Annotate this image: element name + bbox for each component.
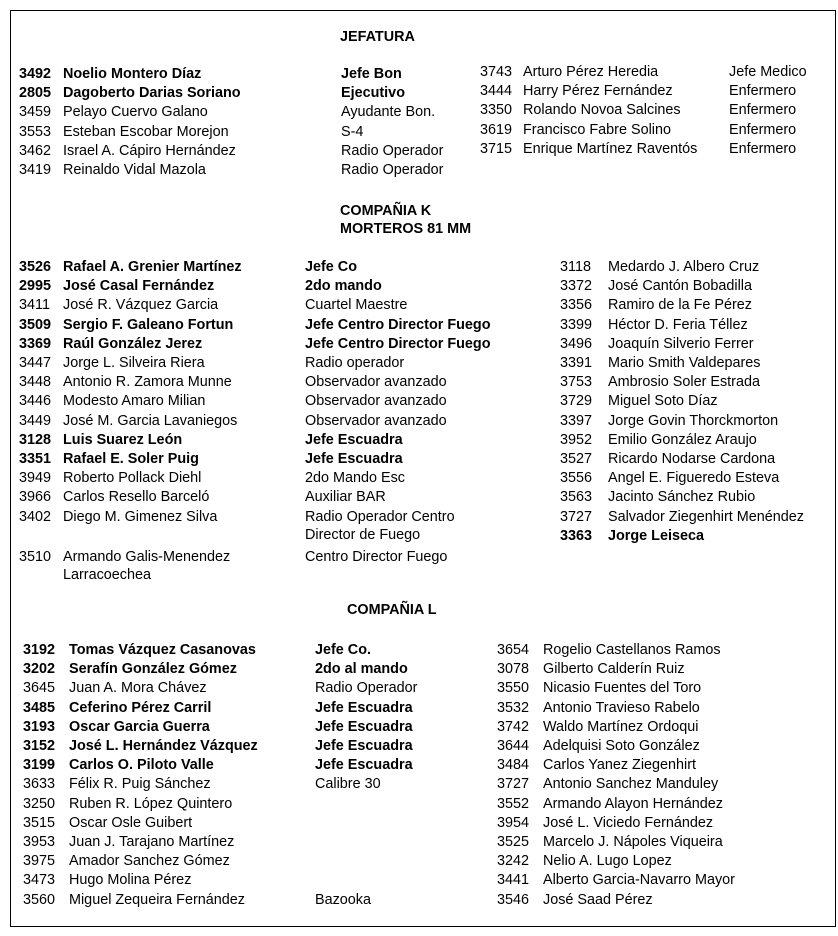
member-name: Nelio A. Lugo Lopez (543, 853, 672, 870)
list-item (560, 488, 838, 507)
member-number: 3532 (497, 699, 530, 716)
member-number: 3449 (19, 412, 52, 429)
member-name: Carlos O. Piloto Valle (69, 757, 214, 774)
member-role: Jefe Bon (341, 66, 402, 82)
member-number: 3645 (23, 680, 56, 697)
member-name: Ramiro de la Fe Pérez (608, 297, 752, 314)
member-number: 3975 (23, 853, 56, 870)
member-number: 3954 (497, 814, 530, 831)
member-role: Jefe Escuadra (315, 738, 413, 754)
member-role-cont: Director de Fuego (305, 526, 421, 543)
member-name: Reinaldo Vidal Mazola (63, 162, 206, 178)
member-name: José Casal Fernández (63, 278, 215, 295)
member-name-cont: Larracoechea (63, 566, 152, 583)
member-name: Luis Suarez León (63, 431, 183, 448)
member-name: Noelio Montero Díaz (63, 66, 202, 82)
list-item (497, 833, 835, 852)
section-title-compania-k (340, 202, 471, 238)
list-item (560, 354, 838, 373)
member-name: Pelayo Cuervo Galano (63, 104, 208, 121)
member-number: 3402 (19, 508, 52, 525)
member-role: Jefe Centro Director Fuego (305, 316, 491, 333)
member-name: Diego M. Gimenez Silva (63, 508, 218, 525)
member-name: José L. Hernández Vázquez (69, 738, 258, 754)
list-item (497, 737, 835, 756)
list-item (497, 756, 835, 775)
member-number: 3509 (19, 316, 52, 333)
member-role: Enfermero (729, 121, 797, 138)
member-number: 3484 (497, 757, 530, 774)
member-number: 3411 (19, 297, 50, 314)
member-name: Medardo J. Albero Cruz (608, 259, 760, 275)
member-number: 3492 (19, 66, 52, 82)
member-number: 3419 (19, 162, 52, 178)
member-number: 3242 (497, 853, 530, 870)
member-name: Gilberto Calderín Ruiz (543, 661, 685, 678)
member-name: Rafael E. Soler Puig (63, 451, 199, 467)
list-item (23, 660, 493, 679)
member-name: Jacinto Sánchez Rubio (608, 489, 756, 506)
section-title-line: COMPAÑIA L (347, 602, 437, 618)
member-number: 3372 (560, 278, 593, 295)
member-role: 2do Mando Esc (305, 470, 405, 487)
member-name: Antonio Travieso Rabelo (543, 699, 700, 716)
list-item (560, 296, 838, 315)
list-item (23, 679, 493, 698)
member-name: Israel A. Cápiro Hernández (63, 142, 236, 159)
member-number: 3527 (560, 451, 593, 467)
member-role: Radio Operador (341, 142, 444, 159)
member-number: 2995 (19, 278, 52, 295)
list-item (19, 431, 554, 450)
list-item (19, 316, 554, 335)
member-number: 3727 (497, 776, 530, 793)
member-name: Harry Pérez Fernández (523, 83, 673, 100)
member-number: 3553 (19, 123, 52, 140)
member-name: Miguel Zequeira Fernández (69, 891, 245, 908)
list-item (560, 450, 838, 469)
member-number: 3369 (19, 335, 52, 352)
member-role: Enfermero (729, 83, 797, 100)
list-item (23, 871, 493, 890)
member-number: 3397 (560, 412, 593, 429)
member-name: Rolando Novoa Salcines (523, 102, 681, 119)
list-item (23, 814, 493, 833)
member-role: Ayudante Bon. (341, 104, 436, 121)
member-role: Observador avanzado (305, 393, 447, 410)
member-number: 3952 (560, 431, 593, 448)
member-number: 3743 (480, 64, 513, 80)
member-number: 3619 (480, 121, 513, 138)
member-number: 3485 (23, 699, 56, 716)
member-number: 3399 (560, 316, 593, 333)
list-item (560, 373, 838, 392)
member-name: Raúl González Jerez (63, 335, 203, 352)
member-name: Waldo Martínez Ordoqui (543, 718, 699, 735)
member-role: Jefe Medico (729, 64, 807, 80)
member-name: Armando Alayon Hernández (543, 795, 723, 812)
list-item (23, 718, 493, 737)
list-item (23, 852, 493, 871)
member-name: Serafín González Gómez (69, 661, 237, 678)
member-role: Enfermero (729, 140, 797, 157)
list-item (19, 296, 554, 315)
list-item (23, 775, 493, 794)
list-item (19, 548, 554, 584)
member-name: Armando Galis-Menendez (63, 548, 231, 565)
member-name: Nicasio Fuentes del Toro (543, 680, 702, 697)
member-number: 3459 (19, 104, 52, 121)
member-role: Radio Operador (341, 162, 444, 178)
member-role: 2do mando (305, 278, 382, 295)
list-item (560, 258, 838, 277)
member-name: Modesto Amaro Milian (63, 393, 206, 410)
member-number: 3644 (497, 738, 530, 754)
member-name: Alberto Garcia-Navarro Mayor (543, 872, 735, 889)
member-name: Ceferino Pérez Carril (69, 699, 212, 716)
list-item (19, 373, 554, 392)
list-item (560, 277, 838, 296)
member-name: Oscar Garcia Guerra (69, 718, 210, 735)
list-item (19, 450, 554, 469)
list-item (497, 795, 835, 814)
member-role: Radio Operador Centro (305, 508, 455, 525)
member-role: S-4 (341, 123, 364, 140)
member-number: 3727 (560, 508, 593, 525)
member-name: Rafael A. Grenier Martínez (63, 259, 242, 275)
list-item (560, 508, 838, 527)
member-name: Ricardo Nodarse Cardona (608, 451, 776, 467)
member-number: 3525 (497, 834, 530, 850)
list-item (480, 82, 830, 101)
member-name: Amador Sanchez Gómez (69, 853, 230, 870)
list-item (560, 431, 838, 450)
list-item (19, 277, 554, 296)
member-number: 3363 (560, 527, 593, 544)
list-item (497, 641, 835, 660)
member-name: Francisco Fabre Solino (523, 121, 671, 138)
member-name: Esteban Escobar Morejon (63, 123, 229, 140)
list-item (19, 469, 554, 488)
member-number: 3351 (19, 451, 52, 467)
member-name: Ruben R. López Quintero (69, 795, 233, 812)
list-item (497, 718, 835, 737)
member-number: 3356 (560, 297, 593, 314)
member-number: 3473 (23, 872, 56, 889)
member-name: Antonio R. Zamora Munne (63, 374, 232, 391)
list-item (19, 103, 469, 122)
member-name: Tomas Vázquez Casanovas (69, 642, 256, 658)
member-name: Adelquisi Soto González (543, 738, 700, 754)
list-item (560, 316, 838, 335)
member-name: Juan J. Tarajano Martínez (69, 834, 235, 850)
member-number: 3193 (23, 718, 56, 735)
member-number: 2805 (19, 85, 52, 102)
member-number: 3715 (480, 140, 513, 157)
member-name: José Cantón Bobadilla (608, 278, 753, 295)
list-item (23, 699, 493, 718)
member-name: Marcelo J. Nápoles Viqueira (543, 834, 723, 850)
section-title-jefatura (340, 28, 415, 46)
list-item (497, 814, 835, 833)
member-number: 3515 (23, 814, 56, 831)
list-item (19, 488, 554, 507)
member-number: 3496 (560, 335, 593, 352)
member-number: 3510 (19, 548, 52, 565)
member-number: 3350 (480, 102, 513, 119)
list-item (19, 335, 554, 354)
member-number: 3633 (23, 776, 56, 793)
member-name: José M. Garcia Lavaniegos (63, 412, 238, 429)
member-role: Jefe Escuadra (315, 718, 413, 735)
member-number: 3654 (497, 642, 530, 658)
member-name: Mario Smith Valdepares (608, 355, 761, 371)
member-number: 3250 (23, 795, 56, 812)
member-number: 3447 (19, 355, 52, 371)
list-item (480, 101, 830, 120)
member-name: Sergio F. Galeano Fortun (63, 316, 234, 333)
list-item (19, 412, 554, 431)
member-name: Antonio Sanchez Manduley (543, 776, 719, 793)
member-number: 3753 (560, 374, 593, 391)
member-number: 3552 (497, 795, 530, 812)
member-number: 3448 (19, 374, 52, 391)
section-title-line: COMPAÑIA K (340, 203, 432, 219)
member-role: Enfermero (729, 102, 797, 119)
list-item (23, 795, 493, 814)
list-item (497, 775, 835, 794)
member-role: Cuartel Maestre (305, 297, 408, 314)
member-name: José Saad Pérez (543, 891, 653, 908)
list-item (23, 641, 493, 660)
member-role: Calibre 30 (315, 776, 381, 793)
member-name: Salvador Ziegenhirt Menéndez (608, 508, 804, 525)
list-item (497, 871, 835, 890)
member-name: Félix R. Puig Sánchez (69, 776, 211, 793)
list-item (560, 392, 838, 411)
member-role: Radio Operador (315, 680, 418, 697)
member-name: Ambrosio Soler Estrada (608, 374, 760, 391)
member-name: Carlos Resello Barceló (63, 489, 210, 506)
list-item (497, 891, 835, 910)
list-item (19, 84, 469, 103)
list-item (19, 123, 469, 142)
list-item (497, 699, 835, 718)
member-name: José L. Viciedo Fernández (543, 814, 714, 831)
member-role: Jefe Escuadra (305, 431, 403, 448)
member-role: Observador avanzado (305, 412, 447, 429)
member-name: José R. Vázquez Garcia (63, 297, 219, 314)
list-item (480, 63, 830, 82)
member-role: Bazooka (315, 891, 372, 908)
section-title-compania-l (347, 601, 437, 619)
member-number: 3078 (497, 661, 530, 678)
member-number: 3742 (497, 718, 530, 735)
list-item (19, 161, 469, 180)
list-item (19, 392, 554, 411)
section-title-line: MORTEROS 81 MM (340, 221, 472, 237)
member-name: Angel E. Figueredo Esteva (608, 470, 780, 487)
member-name: Roberto Pollack Diehl (63, 470, 202, 487)
list-item (19, 354, 554, 373)
list-item (19, 142, 469, 161)
member-role: Auxiliar BAR (305, 489, 386, 506)
member-number: 3199 (23, 757, 56, 774)
section-title-line: JEFATURA (340, 29, 415, 45)
member-name: Enrique Martínez Raventós (523, 140, 698, 157)
member-role: Jefe Escuadra (315, 699, 413, 716)
list-item (480, 121, 830, 140)
member-number: 3441 (497, 872, 530, 889)
member-number: 3949 (19, 470, 52, 487)
list-item (23, 891, 493, 910)
member-role: Radio operador (305, 355, 405, 371)
member-number: 3446 (19, 393, 52, 410)
member-number: 3152 (23, 738, 56, 754)
list-item (23, 737, 493, 756)
member-role: Jefe Co (305, 259, 357, 275)
member-name: Arturo Pérez Heredia (523, 64, 659, 80)
list-item (497, 679, 835, 698)
member-name: Juan A. Mora Chávez (69, 680, 207, 697)
member-role: Jefe Centro Director Fuego (305, 335, 491, 352)
member-role: Centro Director Fuego (305, 548, 448, 565)
member-role: Ejecutivo (341, 85, 405, 102)
member-number: 3550 (497, 680, 530, 697)
member-role: Jefe Escuadra (305, 451, 403, 467)
member-number: 3729 (560, 393, 593, 410)
list-item (560, 335, 838, 354)
member-number: 3462 (19, 142, 52, 159)
list-item (19, 65, 469, 84)
member-number: 3128 (19, 431, 52, 448)
member-name: Emilio González Araujo (608, 431, 757, 448)
list-item (23, 833, 493, 852)
member-name: Jorge Leiseca (608, 527, 704, 544)
member-number: 3526 (19, 259, 52, 275)
member-number: 3560 (23, 891, 56, 908)
list-item (19, 508, 554, 544)
member-number: 3202 (23, 661, 56, 678)
member-name: Rogelio Castellanos Ramos (543, 642, 721, 658)
member-role: 2do al mando (315, 661, 408, 678)
member-role: Jefe Co. (315, 642, 371, 658)
member-number: 3563 (560, 489, 593, 506)
member-name: Jorge L. Silveira Riera (63, 355, 205, 371)
list-item (480, 140, 830, 159)
member-name: Jorge Govin Thorckmorton (608, 412, 779, 429)
list-item (560, 469, 838, 488)
member-role: Jefe Escuadra (315, 757, 413, 774)
member-name: Miguel Soto Díaz (608, 393, 718, 410)
member-number: 3391 (560, 355, 593, 371)
member-role: Observador avanzado (305, 374, 447, 391)
list-item (497, 852, 835, 871)
member-name: Héctor D. Feria Téllez (608, 316, 748, 333)
list-item (23, 756, 493, 775)
member-number: 3118 (560, 259, 591, 275)
list-item (560, 412, 838, 431)
member-number: 3556 (560, 470, 593, 487)
member-number: 3192 (23, 642, 56, 658)
member-name: Joaquín Silverio Ferrer (608, 335, 754, 352)
member-number: 3953 (23, 834, 56, 850)
list-item (19, 258, 554, 277)
member-name: Oscar Osle Guibert (69, 814, 193, 831)
list-item (560, 527, 838, 546)
member-number: 3546 (497, 891, 530, 908)
member-name: Carlos Yanez Ziegenhirt (543, 757, 697, 774)
list-item (497, 660, 835, 679)
member-name: Hugo Molina Pérez (69, 872, 192, 889)
member-name: Dagoberto Darias Soriano (63, 85, 241, 102)
member-number: 3966 (19, 489, 52, 506)
member-number: 3444 (480, 83, 513, 100)
